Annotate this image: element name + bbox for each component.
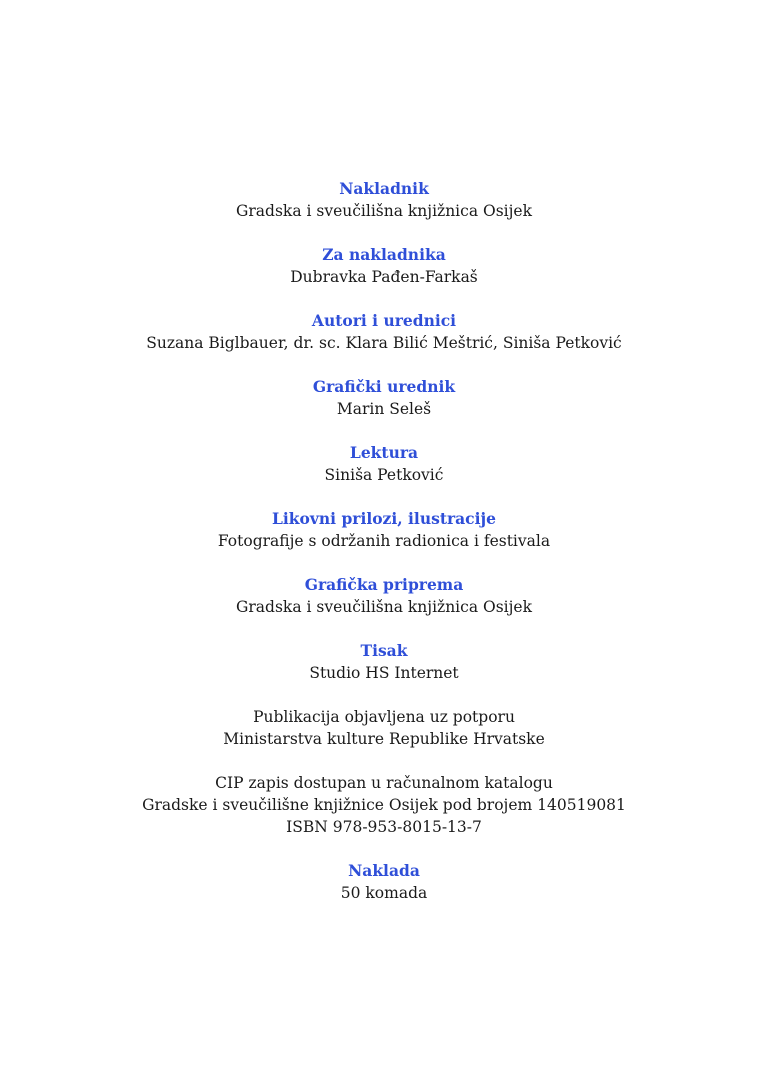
section-line: CIP zapis dostupan u računalnom katalogu [215,774,553,792]
section-heading: Za nakladnika [322,245,446,264]
section-line: Siniša Petković [324,466,444,484]
isbn-line: ISBN 978-953-8015-13-7 [286,818,482,836]
section-illustrations [0,508,768,552]
section-cip-record [0,772,768,838]
section-line: Gradska i sveučilišna knjižnica Osijek [236,202,532,220]
section-line: Marin Seleš [336,400,432,418]
section-line: Fotografije s održanih radionica i festivala [217,532,551,550]
section-line: Dubravka Pađen-Farkaš [290,268,478,286]
colophon [0,178,768,926]
section-heading: Lektura [349,443,419,462]
section-line: Ministarstva kulture Republike Hrvatske [223,730,545,748]
section-graphic-editor [0,376,768,420]
section-print [0,640,768,684]
section-line: Gradske i sveučilišne knjižnice Osijek pod brojem 140519081 [142,796,626,814]
section-for-publisher [0,244,768,288]
section-support-note [0,706,768,750]
section-authors-editors [0,310,768,354]
section-heading: Tisak [360,641,408,660]
section-line: Suzana Biglbauer, dr. sc. Klara Bilić Meštrić, Siniša Petković [146,334,622,352]
section-prepress [0,574,768,618]
section-line: Publikacija objavljena uz potporu [253,708,515,726]
section-proofreading [0,442,768,486]
section-line: 50 komada [340,884,428,902]
section-heading: Naklada [348,861,420,880]
section-publisher [0,178,768,222]
section-heading: Likovni prilozi, ilustracije [272,509,496,528]
section-heading: Grafička priprema [304,575,464,594]
section-line: Studio HS Internet [309,664,459,682]
section-print-run [0,860,768,904]
section-line: Gradska i sveučilišna knjižnica Osijek [236,598,532,616]
section-heading: Autori i urednici [311,311,457,330]
section-heading: Nakladnik [339,179,429,198]
section-heading: Grafički urednik [312,377,456,396]
